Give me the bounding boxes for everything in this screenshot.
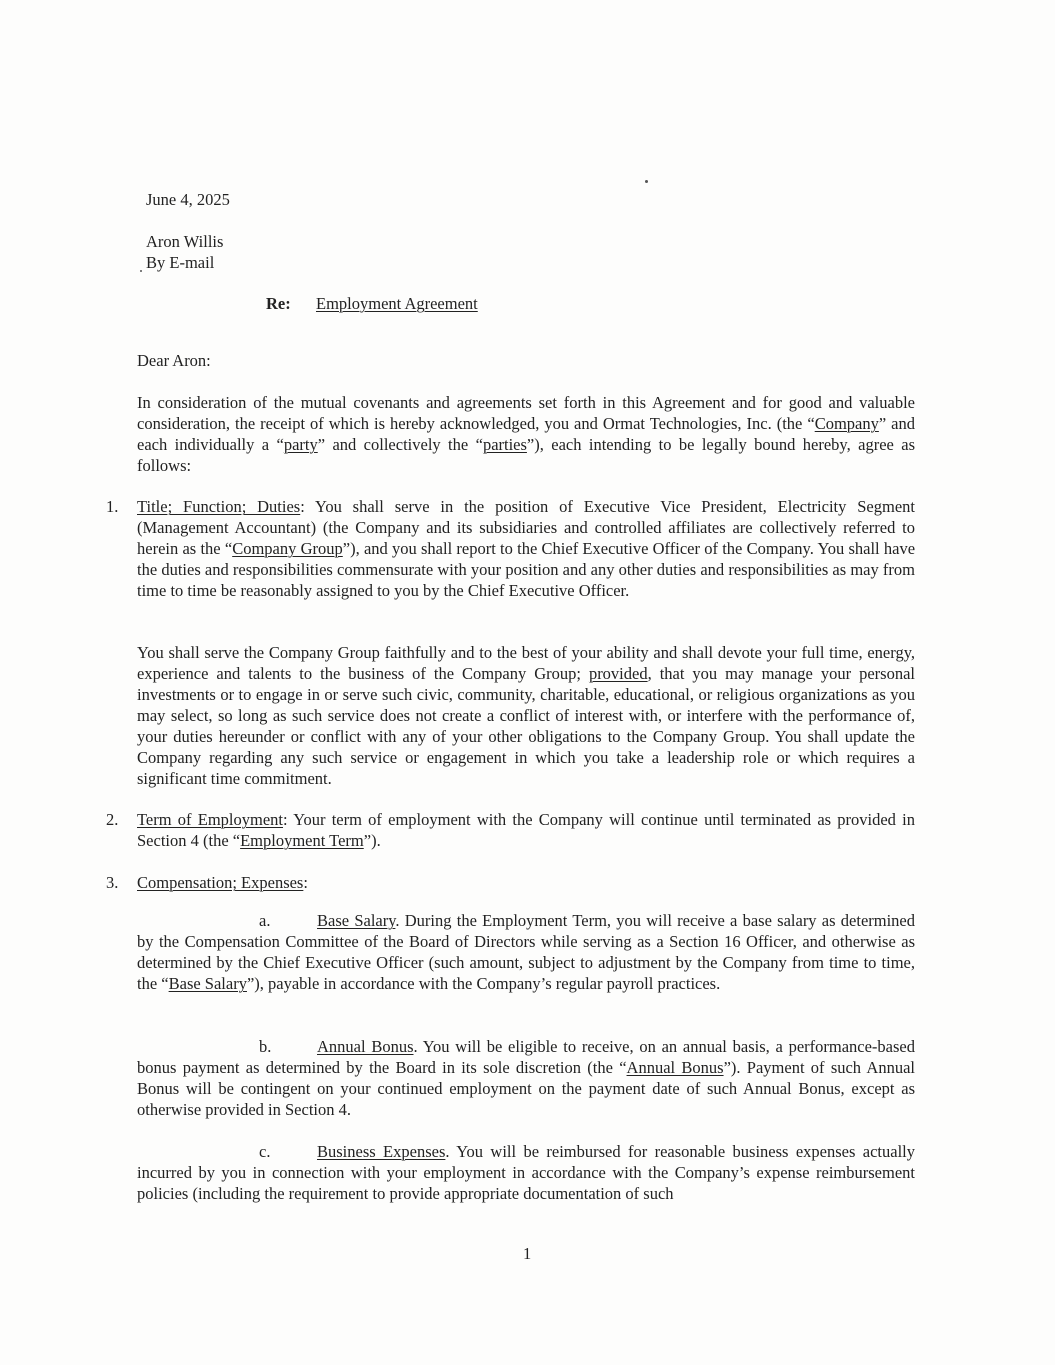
section-3c-heading: Business Expenses (317, 1142, 446, 1161)
section-1-paragraph (137, 496, 915, 601)
delivery-method: By E-mail (146, 253, 215, 272)
section-text: . You will be eligible to receive, on an annual basis, a performance-based bonus payment as determined by the Board in its sole discretion (the “ (137, 1037, 915, 1077)
re-subject: Employment Agreement (315, 294, 478, 313)
section-3a-label: a. (259, 911, 271, 930)
section-text: ”), payable in accordance with the Company’s regular payroll practices. (246, 974, 721, 993)
section-2-heading: Term of Employment (137, 810, 284, 829)
term-company: Company (814, 414, 879, 433)
intro-paragraph (137, 392, 915, 476)
section-2-paragraph (137, 809, 915, 851)
recipient-name: Aron Willis (146, 232, 224, 251)
term-parties: parties (482, 435, 527, 454)
intro-text: In consideration of the mutual covenants and agreements set forth in this Agreement and for good and valuable consideration, the receipt of which is hereby acknowledged, you and Ormat Technologies, Inc. (the “ (137, 393, 915, 433)
section-3a-paragraph (137, 910, 915, 994)
section-text: . During the Employment Term, you will receive a base salary as determined by the Compensation Committee of the Board of Directors while serving as a Section 16 Officer, and otherwise as determined by the Chief Executive Officer (such amount, subject to adjustment by the Company from time to time, the “ (137, 911, 916, 993)
section-3b-heading: Annual Bonus (317, 1037, 414, 1056)
letter-date: June 4, 2025 (146, 190, 230, 209)
term-employment-term: Employment Term (240, 831, 364, 850)
section-text: : You shall serve in the position of Executive Vice President, Electricity Segment (Management Accountant) (the Company and its subsidiaries and controlled affiliates are collectively referred to herein as the “ (137, 497, 915, 558)
section-3a-heading: Base Salary (317, 911, 396, 930)
scan-speck (140, 270, 142, 272)
section-text: ”). (363, 831, 381, 850)
section-3-heading-line (137, 872, 308, 893)
section-3c-paragraph (137, 1141, 915, 1204)
section-3-number: 3. (106, 873, 119, 892)
section-text: : Your term of employment with the Company will continue until terminated as provided in Section 4 (the “ (137, 810, 915, 850)
section-3b-label: b. (259, 1037, 272, 1056)
re-line (266, 293, 478, 314)
section-text: ”), and you shall report to the Chief Executive Officer of the Company. You shall have the duties and responsibilities commensurate with your position and any other duties and responsibilities as may from time to time be reasonably assigned to you by the Chief Executive Officer. (137, 539, 916, 600)
intro-text: ”), each intending to be legally bound hereby, agree as follows: (137, 435, 915, 475)
section-text: , that you may manage your personal investments or to engage in or serve such civic, community, charitable, educational, or religious organizations as you may select, so long as such service does not create a conflict of interest with, or interfere with the performance of, your duties hereunder or conflict with any of your other obligations to the Company Group. You shall update the Company regarding any such service or engagement in which you take a leadership role or which requires a significant time commitment. (137, 664, 915, 788)
section-1-paragraph-2 (137, 642, 915, 789)
section-3b-paragraph (137, 1036, 915, 1120)
section-text: : (303, 873, 308, 892)
intro-text: ” and each individually a “ (137, 414, 915, 454)
term-party: party (283, 435, 318, 454)
re-label: Re: (266, 294, 291, 313)
section-text: . You will be reimbursed for reasonable business expenses actually incurred by you in connection with your employment in accordance with the Company’s expense reimbursement policies (including the requirement to provide appropriate documentation of such (137, 1142, 915, 1203)
term-annual-bonus: Annual Bonus (626, 1058, 724, 1077)
section-2-number: 2. (106, 810, 119, 829)
section-text: You shall serve the Company Group faithfully and to the best of your ability and shall devote your full time, energy, experience and talents to the business of the Company Group; (137, 643, 915, 683)
page-number: 1 (523, 1244, 532, 1263)
section-3c-label: c. (259, 1142, 271, 1161)
term-provided: provided (588, 664, 648, 683)
term-base-salary: Base Salary (168, 974, 247, 993)
section-3-heading: Compensation; Expenses (137, 873, 304, 892)
section-1-heading: Title; Function; Duties (137, 497, 301, 516)
intro-text: ” and collectively the “ (317, 435, 483, 454)
salutation: Dear Aron: (137, 351, 211, 370)
section-text: ”). Payment of such Annual Bonus will be contingent on your continued employment on the payment date of such Annual Bonus, except as otherwise provided in Section 4. (137, 1058, 915, 1119)
scan-speck (645, 180, 648, 183)
term-company-group: Company Group (232, 539, 343, 558)
section-1-number: 1. (106, 497, 119, 516)
